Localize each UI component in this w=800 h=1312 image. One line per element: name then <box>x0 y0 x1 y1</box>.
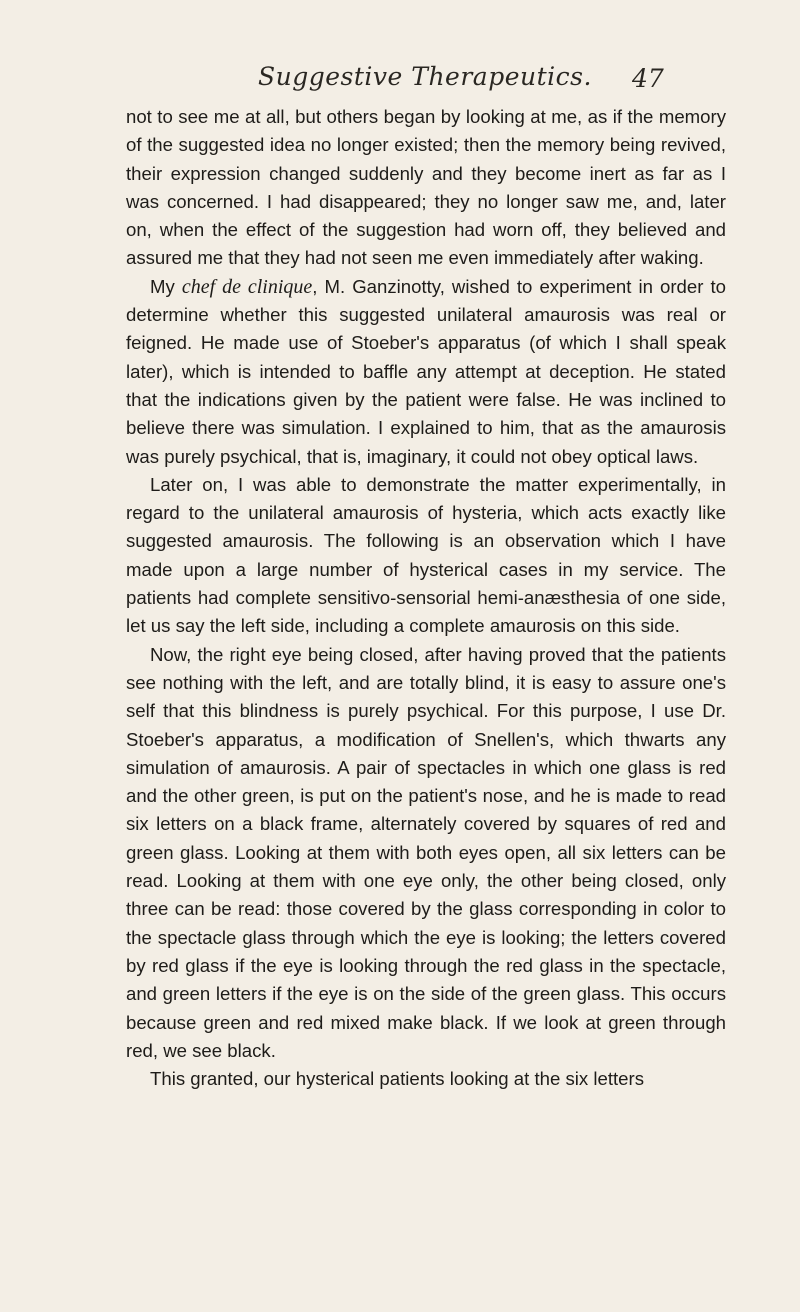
paragraph-2-lead: My <box>150 275 182 297</box>
paragraph-5: This granted, our hysterical patients looking at the six letters <box>150 1068 645 1090</box>
paragraph-1: not to see me at all, but others began by looking at me, as if the memory of the suggested idea no longer existed; then the memory being revived, their expression changed suddenly and they become inert as far as I was concerned. I had disappeared; they no longer saw me, and, later on, when the effect of the suggestion had worn off, they believed and assured me that they had not seen me even immediately after waking. <box>126 106 726 269</box>
paragraph-3: Later on, I was able to demonstrate the matter experimentally, in regard to the unilateral amaurosis of hysteria, which acts exactly like suggested amaurosis. The following is an observation which I have made upon a large number of hysterical cases in my service. The patients had complete sensitivo-sensorial hemi-anæsthesia of one side, let us say the left side, including a complete amaurosis on this side. <box>126 473 726 637</box>
paragraph-2 <box>126 273 726 471</box>
page-header <box>0 62 800 98</box>
body-text <box>126 103 726 1093</box>
paragraph-2-rest: , M. Ganzinotty, wished to experiment in order to determine whether this suggested unilateral amaurosis was real or feigned. He made use of Stoeber's apparatus (of which I shall speak later), which is intended to baffle any attempt at deception. He stated that the indications given by the patient were false. He was inclined to believe there was simulation. I explained to him, that as the amaurosis was purely psychical, that is, imaginary, it could not obey optical laws. <box>126 275 726 467</box>
paragraph-2-italic-term: chef de clinique <box>181 275 313 298</box>
paragraph-4: Now, the right eye being closed, after having proved that the patients see nothing with the left, and are totally blind, it is easy to assure one's self that this blindness is purely psychical. For this purpose, I use Dr. Stoeber's apparatus, a modification of Snellen's, which thwarts any simulation of amaurosis. A pair of spectacles in which one glass is red and the other green, is put on the patient's nose, and he is made to read six letters on a black frame, alternately covered by squares of red and green glass. Looking at them with both eyes open, all six letters can be read. Looking at them with one eye only, the other being closed, only three can be read: those covered by the glass corresponding in color to the spectacle glass through which the eye is looking; the letters covered by red glass if the eye is looking through the red glass in the spectacle, and green letters if the eye is on the side of the green glass. This occurs because green and red mixed make black. If we look at green through red, we see black. <box>126 643 726 1061</box>
running-title: Suggestive Therapeutics. <box>258 62 592 91</box>
page-number: 47 <box>632 64 664 93</box>
